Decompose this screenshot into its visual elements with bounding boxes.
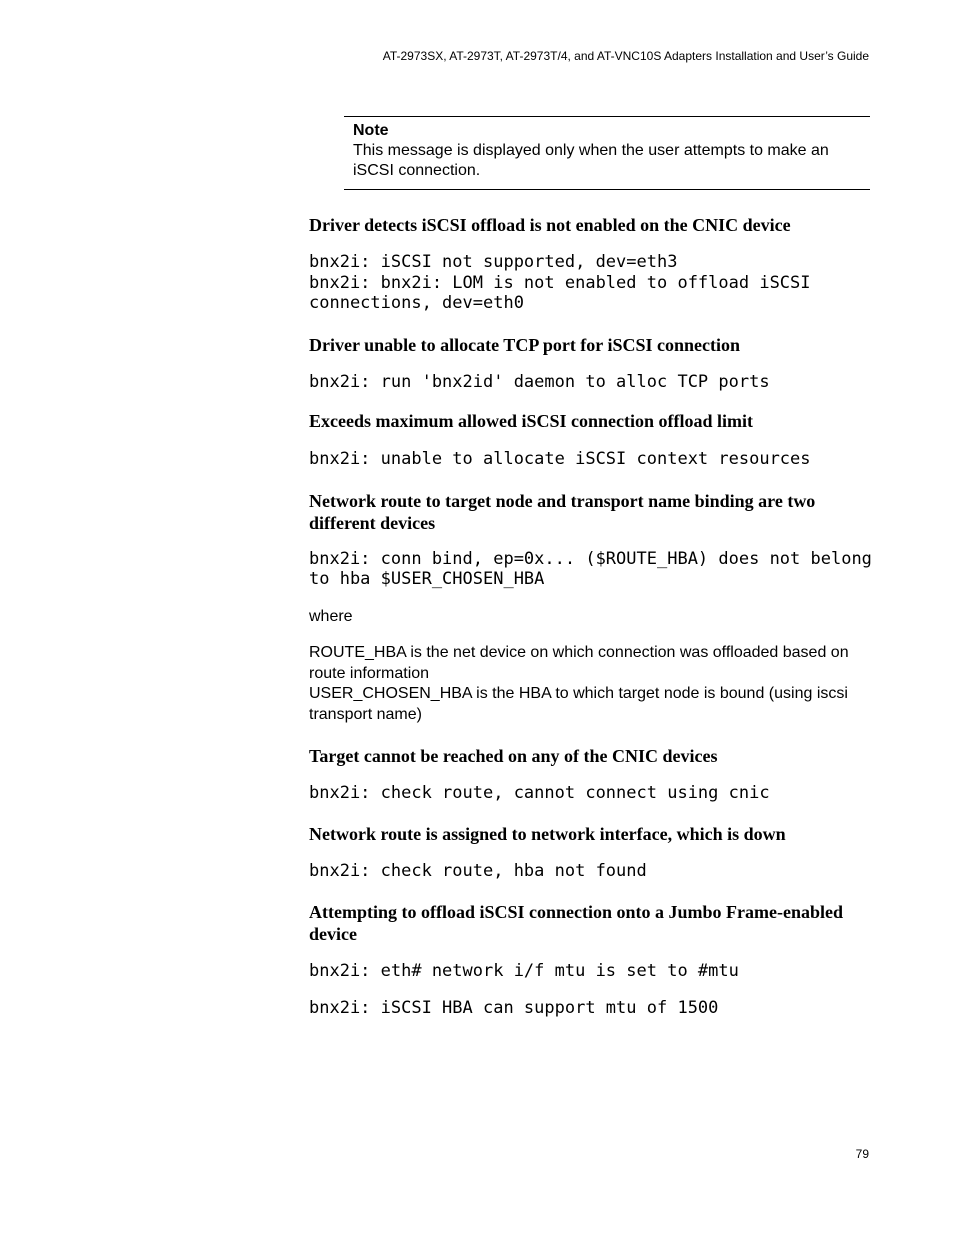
section-heading: Network route is assigned to network interface, which is down	[309, 823, 786, 844]
explanation-route-hba: ROUTE_HBA is the net device on which connection was offloaded based on route information	[309, 644, 849, 682]
note-text: This message is displayed only when the user attempts to make an iSCSI connection.	[353, 142, 829, 179]
section-heading: Driver unable to allocate TCP port for iSCSI connection	[309, 334, 740, 355]
section-heading: Attempting to offload iSCSI connection onto a Jumbo Frame-enabled device	[309, 902, 843, 944]
code-block: bnx2i: check route, cannot connect using cnic	[309, 783, 770, 803]
code-block: bnx2i: unable to allocate iSCSI context resources	[309, 449, 811, 469]
code-block: bnx2i: conn bind, ep=0x... ($ROUTE_HBA) does not belong to hba $USER_CHOSEN_HBA	[309, 548, 872, 589]
code-block: bnx2i: iSCSI not supported, dev=eth3 bnx2i: bnx2i: LOM is not enabled to offload iSCSI connections, dev=eth0	[309, 252, 811, 313]
explanation-user-chosen-hba: USER_CHOSEN_HBA is the HBA to which target node is bound (using iscsi transport name)	[309, 685, 848, 723]
running-header: AT-2973SX, AT-2973T, AT-2973T/4, and AT-VNC10S Adapters Installation and User’s Guide	[382, 49, 869, 63]
note-label: Note	[353, 122, 389, 139]
code-block: bnx2i: run 'bnx2id' daemon to alloc TCP ports	[309, 371, 770, 392]
section-heading: Driver detects iSCSI offload is not enabled on the CNIC device	[309, 215, 791, 235]
code-block: bnx2i: check route, hba not found	[309, 860, 647, 881]
section-heading: Target cannot be reached on any of the CNIC devices	[309, 746, 718, 766]
where-label: where	[309, 607, 353, 625]
note-box	[344, 116, 870, 190]
page-number: 79	[855, 1147, 869, 1161]
code-block: bnx2i: eth# network i/f mtu is set to #mtu	[309, 961, 739, 981]
section-heading: Exceeds maximum allowed iSCSI connection offload limit	[309, 411, 753, 431]
section-heading: Network route to target node and transport name binding are two different devices	[309, 490, 816, 533]
code-block: bnx2i: iSCSI HBA can support mtu of 1500	[309, 997, 719, 1018]
main-content	[309, 214, 870, 1018]
